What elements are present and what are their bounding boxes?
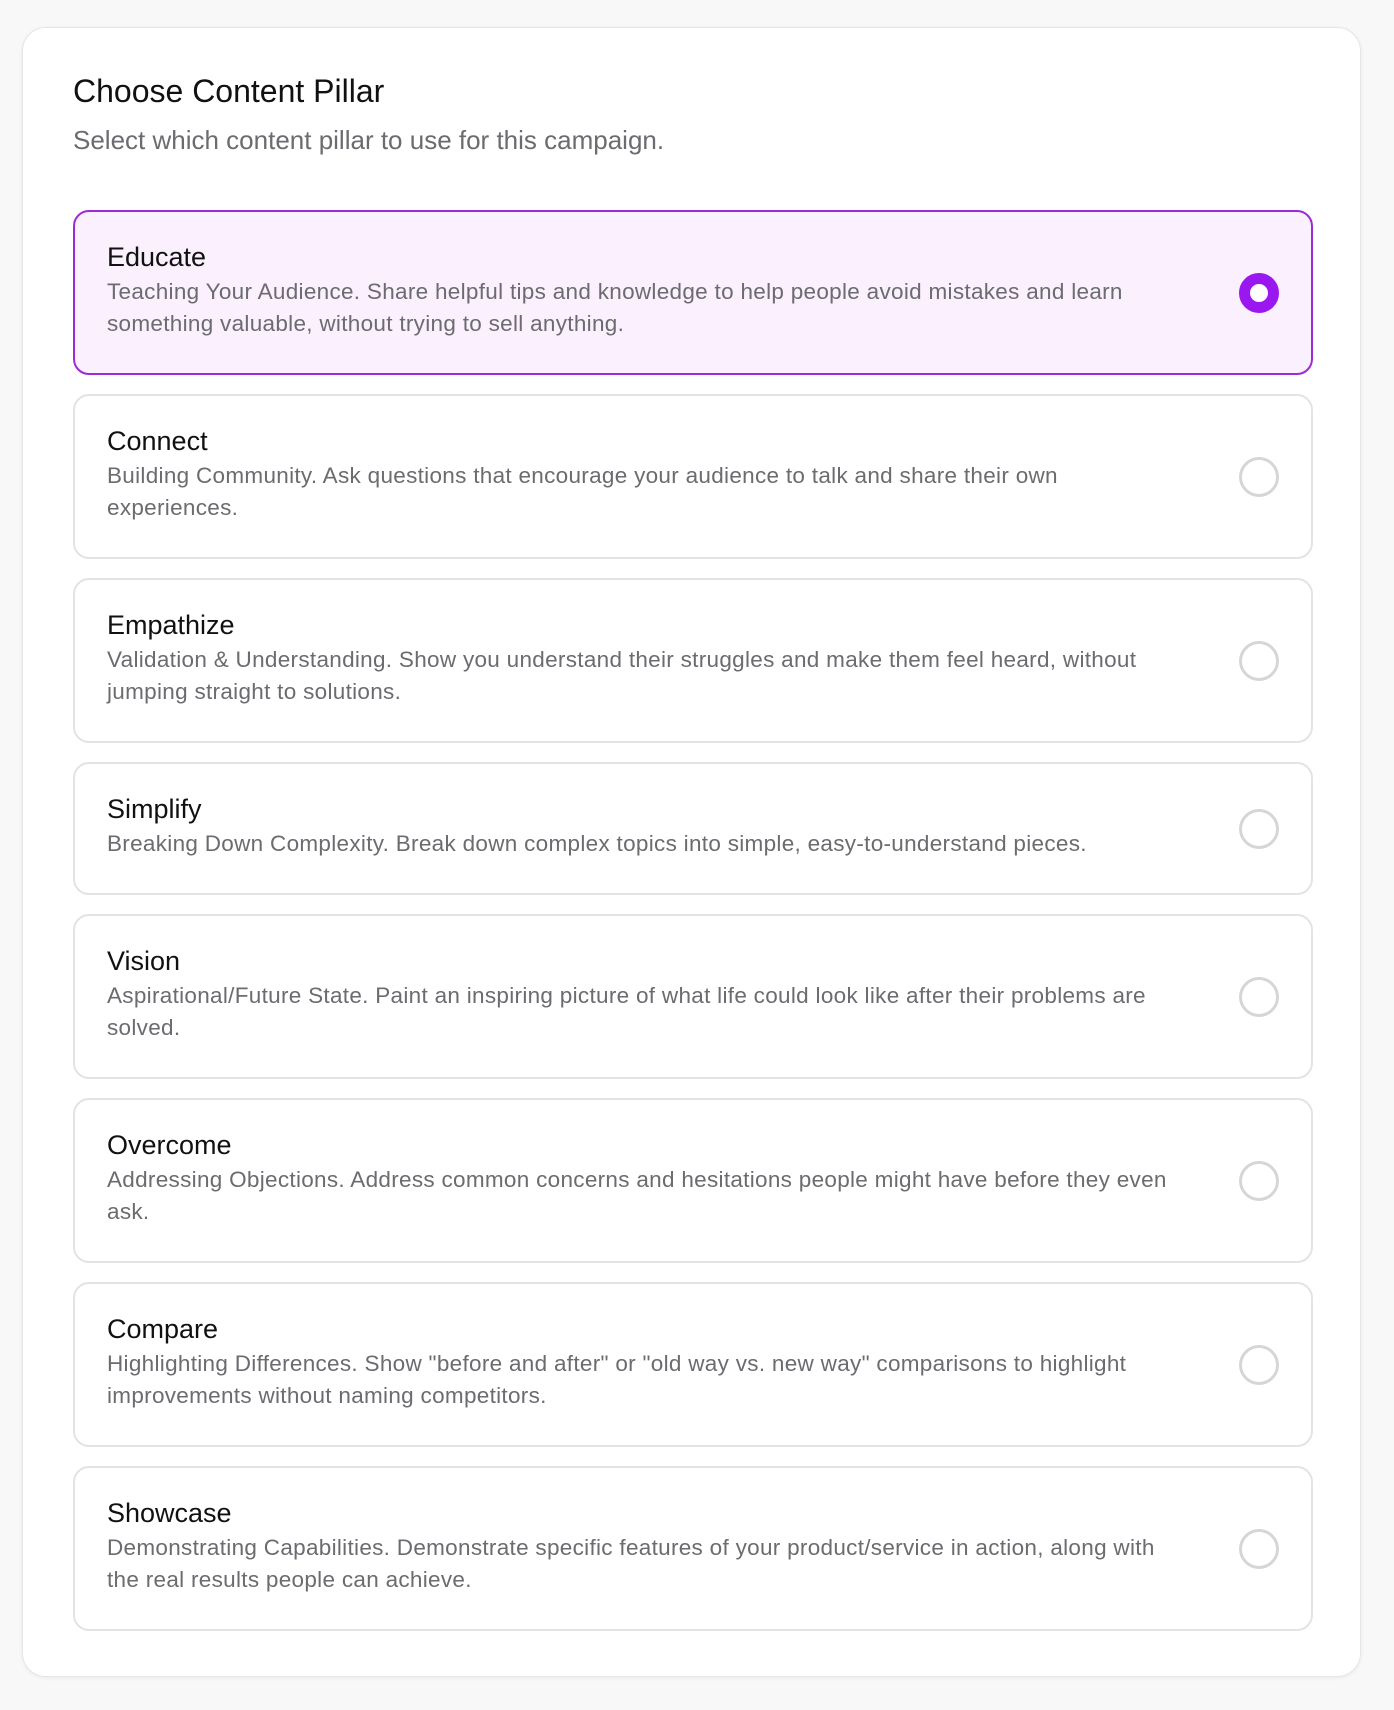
option-description: Validation & Understanding. Show you understand their struggles and make them feel heard, without jumping straight to solutions.: [107, 647, 1137, 704]
content-pillar-card: [22, 27, 1361, 1677]
option-title: Compare: [107, 1314, 219, 1344]
option-title: Overcome: [107, 1130, 232, 1160]
option-empathize[interactable]: [73, 578, 1313, 743]
radio-icon[interactable]: [1239, 809, 1279, 849]
radio-selected-icon[interactable]: [1239, 273, 1279, 313]
option-vision[interactable]: [73, 914, 1313, 1079]
option-connect[interactable]: [73, 394, 1313, 559]
option-title: Connect: [107, 426, 208, 456]
option-title: Simplify: [107, 794, 202, 824]
option-description: Demonstrating Capabilities. Demonstrate specific features of your product/service in action, along with the real results people can achieve.: [107, 1535, 1155, 1592]
option-compare[interactable]: [73, 1282, 1313, 1447]
option-educate[interactable]: [73, 210, 1313, 375]
option-title: Showcase: [107, 1498, 232, 1528]
option-title: Vision: [107, 946, 181, 976]
option-title: Educate: [107, 242, 207, 272]
radio-icon[interactable]: [1239, 977, 1279, 1017]
radio-icon[interactable]: [1239, 1161, 1279, 1201]
option-showcase[interactable]: [73, 1466, 1313, 1631]
option-description: Highlighting Differences. Show "before and after" or "old way vs. new way" comparisons to highlight improvements without naming competitors.: [107, 1351, 1127, 1408]
radio-icon[interactable]: [1239, 457, 1279, 497]
option-title: Empathize: [107, 610, 235, 640]
page-subtitle: Select which content pillar to use for this campaign.: [73, 125, 665, 155]
pillar-options: [73, 210, 1313, 1650]
radio-icon[interactable]: [1239, 1529, 1279, 1569]
radio-icon[interactable]: [1239, 641, 1279, 681]
option-simplify[interactable]: [73, 762, 1313, 895]
page-title: Choose Content Pillar: [73, 73, 385, 109]
option-description: Breaking Down Complexity. Break down complex topics into simple, easy-to-understand pieces.: [107, 831, 1087, 856]
option-overcome[interactable]: [73, 1098, 1313, 1263]
option-description: Aspirational/Future State. Paint an inspiring picture of what life could look like after their problems are solved.: [107, 983, 1146, 1040]
option-description: Building Community. Ask questions that encourage your audience to talk and share their own experiences.: [107, 463, 1058, 520]
option-description: Teaching Your Audience. Share helpful tips and knowledge to help people avoid mistakes and learn something valuable, without trying to sell anything.: [107, 279, 1123, 336]
radio-icon[interactable]: [1239, 1345, 1279, 1385]
option-description: Addressing Objections. Address common concerns and hesitations people might have before they even ask.: [107, 1167, 1167, 1224]
